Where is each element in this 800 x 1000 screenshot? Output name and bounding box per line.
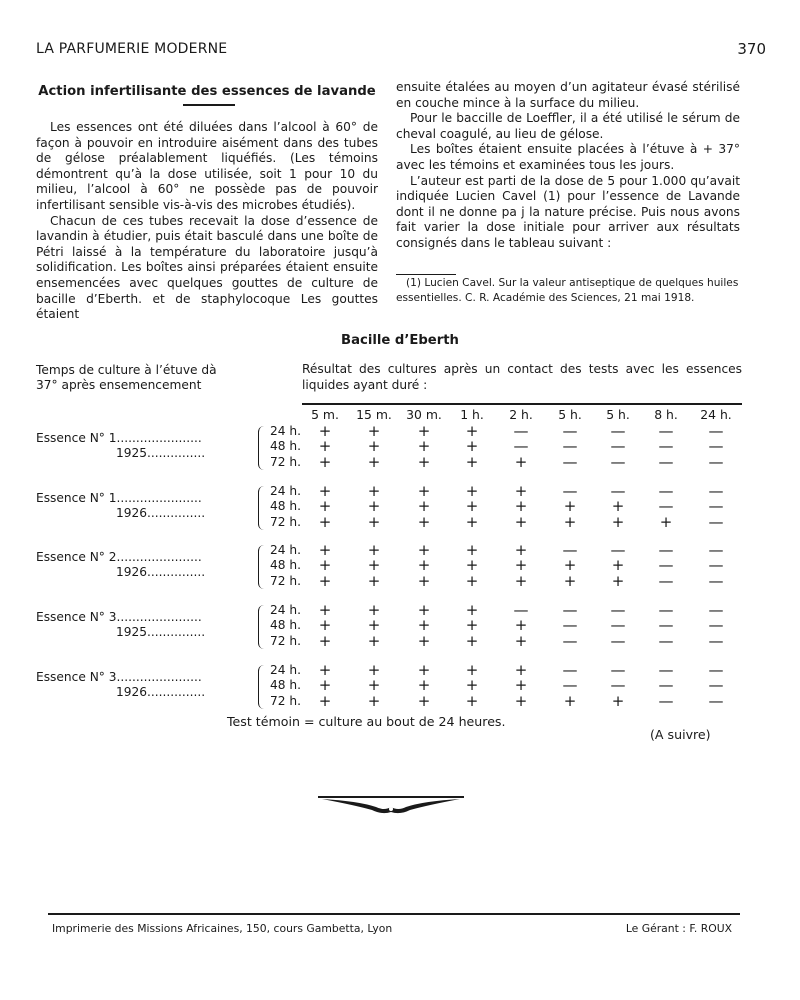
result-cell: + <box>514 676 528 695</box>
result-cell: + <box>514 691 528 710</box>
result-cell: + <box>417 616 431 635</box>
result-cell: — <box>610 631 626 650</box>
result-cell: — <box>610 482 626 500</box>
running-title: LA PARFUMERIE MODERNE <box>36 41 228 57</box>
result-cell: + <box>465 512 479 531</box>
column-header: 8 h. <box>654 407 678 422</box>
scroll-ornament-icon <box>318 795 464 817</box>
result-cell: + <box>417 661 431 679</box>
result-cell: — <box>708 556 724 575</box>
table-column-header: Résultat des cultures après un contact des tests avec les essences liquides ayant duré : <box>302 362 742 392</box>
result-cell: + <box>563 571 577 590</box>
result-cell: — <box>708 541 724 559</box>
result-cell: + <box>318 601 332 619</box>
duration-label: 72 h. <box>270 573 301 588</box>
result-cell: + <box>318 676 332 695</box>
result-cell: + <box>514 512 528 531</box>
result-cell: + <box>417 437 431 456</box>
result-cell: + <box>514 452 528 471</box>
result-cell: + <box>318 512 332 531</box>
column-header: 24 h. <box>700 407 732 422</box>
column-header: 5 h. <box>606 407 630 422</box>
result-cell: + <box>417 571 431 590</box>
result-cell: + <box>367 691 381 710</box>
duration-label: 48 h. <box>270 558 301 573</box>
result-cell: — <box>658 452 674 471</box>
duration-label: 48 h. <box>270 678 301 693</box>
result-cell: — <box>708 616 724 635</box>
result-cell: — <box>708 422 724 440</box>
result-cell: + <box>465 601 479 619</box>
result-cell: + <box>318 691 332 710</box>
result-cell: — <box>708 452 724 471</box>
essence-year: 1925............... <box>116 625 206 639</box>
result-cell: + <box>465 437 479 456</box>
essence-name: Essence N° 1...................... <box>36 431 202 445</box>
result-cell: + <box>417 691 431 710</box>
result-cell: + <box>514 616 528 635</box>
result-cell: — <box>658 631 674 650</box>
result-cell: — <box>708 601 724 619</box>
result-cell: + <box>417 422 431 440</box>
result-cell: — <box>513 422 529 440</box>
result-cell: — <box>610 616 626 635</box>
result-cell: — <box>708 691 724 710</box>
result-cell: + <box>563 691 577 710</box>
result-cell: + <box>367 631 381 650</box>
footnote-text: (1) Lucien Cavel. Sur la valeur antiseptique de quelques huiles essentielles. C. R. Académie des Sciences, 21 mai 1918. <box>396 277 739 304</box>
result-cell: + <box>465 497 479 516</box>
result-cell: + <box>465 422 479 440</box>
result-cell: — <box>562 631 578 650</box>
result-cell: + <box>417 452 431 471</box>
result-cell: — <box>658 497 674 516</box>
result-cell: + <box>367 422 381 440</box>
duration-label: 72 h. <box>270 693 301 708</box>
result-cell: + <box>514 482 528 500</box>
result-cell: — <box>610 422 626 440</box>
footnote-rule <box>396 274 456 275</box>
result-cell: + <box>318 661 332 679</box>
result-cell: + <box>367 482 381 500</box>
duration-label: 48 h. <box>270 618 301 633</box>
result-cell: + <box>611 497 625 516</box>
column-header: 5 m. <box>311 407 339 422</box>
paragraph: Chacun de ces tubes recevait la dose d’essence de lavandin à étudier, puis était basculé dans une boîte de Pétri laissé à la température du laboratoire jusqu’à solidification. Les boîtes ainsi préparées étaient ensuite ensemencées avec quelques gouttes de culture de bacille d’Eberth. et de staphylocoque Les gouttes étaient <box>36 213 378 322</box>
paragraph: ensuite étalées au moyen d’un agitateur évasé stérilisé en couche mince à la surface du milieu. <box>396 80 740 110</box>
result-cell: — <box>658 437 674 456</box>
table-title: Bacille d’Eberth <box>341 333 459 348</box>
result-cell: + <box>417 631 431 650</box>
brace <box>258 665 267 709</box>
result-cell: + <box>514 541 528 559</box>
column-header: 1 h. <box>460 407 484 422</box>
result-cell: + <box>318 571 332 590</box>
result-cell: + <box>318 497 332 516</box>
result-cell: + <box>318 422 332 440</box>
result-cell: + <box>563 556 577 575</box>
column-header: 30 m. <box>406 407 442 422</box>
result-cell: + <box>465 541 479 559</box>
result-cell: + <box>514 497 528 516</box>
result-cell: — <box>610 437 626 456</box>
result-cell: + <box>417 497 431 516</box>
result-cell: — <box>658 616 674 635</box>
result-cell: — <box>658 676 674 695</box>
result-cell: + <box>417 541 431 559</box>
brace <box>258 486 267 530</box>
result-cell: + <box>417 601 431 619</box>
result-cell: + <box>367 541 381 559</box>
duration-label: 48 h. <box>270 499 301 514</box>
essence-year: 1925............... <box>116 446 206 460</box>
result-cell: + <box>367 497 381 516</box>
duration-label: 72 h. <box>270 633 301 648</box>
result-cell: + <box>465 452 479 471</box>
result-cell: + <box>417 556 431 575</box>
article-title: Action infertilisante des essences de lavande <box>38 84 376 99</box>
duration-label: 24 h. <box>270 424 301 438</box>
result-cell: + <box>465 631 479 650</box>
result-cell: + <box>367 661 381 679</box>
result-cell: + <box>514 571 528 590</box>
result-cell: — <box>513 437 529 456</box>
result-cell: + <box>417 482 431 500</box>
paragraph: Les essences ont été diluées dans l’alcool à 60° de façon à pouvoir en introduire aisément dans des tubes de gélose préalablement liquéfiés. (Les témoins démontrent qu’à la dose utilisée, soit 1 pour 10 du milieu, l’alcool à 60° ne possède pas de pouvoir infertilisant sensible vis-à-vis des microbes étudiés). <box>36 120 378 212</box>
witness-note: Test témoin = culture au bout de 24 heures. <box>227 714 506 729</box>
result-cell: + <box>318 437 332 456</box>
duration-label: 48 h. <box>270 439 301 454</box>
result-cell: — <box>708 437 724 456</box>
result-cell: — <box>562 676 578 695</box>
duration-label: 24 h. <box>270 543 301 557</box>
result-cell: + <box>514 631 528 650</box>
result-cell: + <box>659 512 673 531</box>
result-cell: + <box>318 556 332 575</box>
result-cell: + <box>465 661 479 679</box>
result-cell: + <box>563 497 577 516</box>
paragraph: Les boîtes étaient ensuite placées à l’étuve à + 37° avec les témoins et examinées tous les jours. <box>396 142 740 172</box>
essence-name: Essence N° 2...................... <box>36 550 202 564</box>
result-cell: + <box>367 512 381 531</box>
result-cell: — <box>658 661 674 679</box>
column-header: 2 h. <box>509 407 533 422</box>
result-cell: — <box>610 661 626 679</box>
article-right-column <box>396 80 740 252</box>
result-cell: + <box>367 556 381 575</box>
result-cell: + <box>367 616 381 635</box>
duration-label: 24 h. <box>270 484 301 498</box>
result-cell: + <box>318 616 332 635</box>
result-cell: — <box>658 482 674 500</box>
result-cell: + <box>318 631 332 650</box>
result-cell: + <box>465 616 479 635</box>
result-cell: — <box>610 452 626 471</box>
result-cell: + <box>465 482 479 500</box>
result-cell: — <box>562 616 578 635</box>
table-header-rule <box>302 403 742 405</box>
result-cell: — <box>610 601 626 619</box>
result-cell: + <box>318 482 332 500</box>
result-cell: + <box>514 556 528 575</box>
printer-imprint: Imprimerie des Missions Africaines, 150, cours Gambetta, Lyon <box>52 922 393 935</box>
article-left-column <box>36 120 378 323</box>
result-cell: + <box>318 541 332 559</box>
duration-label: 72 h. <box>270 514 301 529</box>
result-cell: + <box>417 512 431 531</box>
result-cell: — <box>513 601 529 619</box>
result-cell: + <box>417 676 431 695</box>
essence-year: 1926............... <box>116 565 206 579</box>
result-cell: — <box>562 601 578 619</box>
result-cell: — <box>708 497 724 516</box>
essence-name: Essence N° 3...................... <box>36 670 202 684</box>
result-cell: — <box>658 601 674 619</box>
page-number: 370 <box>737 40 766 58</box>
result-cell: + <box>318 452 332 471</box>
result-cell: — <box>562 482 578 500</box>
result-cell: — <box>562 437 578 456</box>
brace <box>258 605 267 649</box>
essence-name: Essence N° 3...................... <box>36 610 202 624</box>
result-cell: + <box>367 571 381 590</box>
result-cell: — <box>708 661 724 679</box>
result-cell: + <box>514 661 528 679</box>
result-cell: — <box>658 556 674 575</box>
duration-label: 24 h. <box>270 663 301 677</box>
result-cell: — <box>708 676 724 695</box>
result-cell: + <box>367 676 381 695</box>
result-cell: — <box>708 482 724 500</box>
duration-label: 72 h. <box>270 454 301 469</box>
result-cell: — <box>658 571 674 590</box>
result-cell: — <box>610 676 626 695</box>
column-header: 5 h. <box>558 407 582 422</box>
result-cell: — <box>610 541 626 559</box>
table-row-header: Temps de culture à l’étuve dà 37° après ensemencement <box>36 363 217 393</box>
result-cell: + <box>367 452 381 471</box>
result-cell: — <box>708 512 724 531</box>
essence-name: Essence N° 1...................... <box>36 491 202 505</box>
result-cell: + <box>465 571 479 590</box>
result-cell: — <box>708 571 724 590</box>
paragraph: Pour le baccille de Loeffler, il a été utilisé le sérum de cheval coagulé, au lieu de gélose. <box>396 111 740 141</box>
result-cell: — <box>562 422 578 440</box>
result-cell: — <box>708 631 724 650</box>
footer-rule <box>48 913 740 915</box>
result-cell: + <box>367 437 381 456</box>
result-cell: + <box>367 601 381 619</box>
brace <box>258 545 267 589</box>
result-cell: + <box>611 512 625 531</box>
continued-note: (A suivre) <box>650 727 711 742</box>
result-cell: + <box>465 691 479 710</box>
title-rule <box>183 104 235 106</box>
column-header: 15 m. <box>356 407 392 422</box>
footnote <box>396 276 740 306</box>
result-cell: + <box>563 512 577 531</box>
result-cell: + <box>611 556 625 575</box>
result-cell: — <box>658 541 674 559</box>
result-cell: + <box>465 556 479 575</box>
result-cell: — <box>562 661 578 679</box>
result-cell: — <box>658 691 674 710</box>
result-cell: — <box>562 541 578 559</box>
result-cell: — <box>562 452 578 471</box>
result-cell: + <box>465 676 479 695</box>
result-cell: — <box>658 422 674 440</box>
paragraph: L’auteur est parti de la dose de 5 pour 1.000 qu’avait indiquée Lucien Cavel (1) pour l’essence de Lavande dont il ne donne pa j la nature précise. Puis nous avons fait varier la dose initiale pour arriver aux résultats consignés dans le tableau suivant : <box>396 173 740 250</box>
duration-label: 24 h. <box>270 603 301 617</box>
essence-year: 1926............... <box>116 506 206 520</box>
publication-manager: Le Gérant : F. ROUX <box>625 922 732 935</box>
result-cell: + <box>611 691 625 710</box>
essence-year: 1926............... <box>116 685 206 699</box>
brace <box>258 426 267 470</box>
result-cell: + <box>611 571 625 590</box>
